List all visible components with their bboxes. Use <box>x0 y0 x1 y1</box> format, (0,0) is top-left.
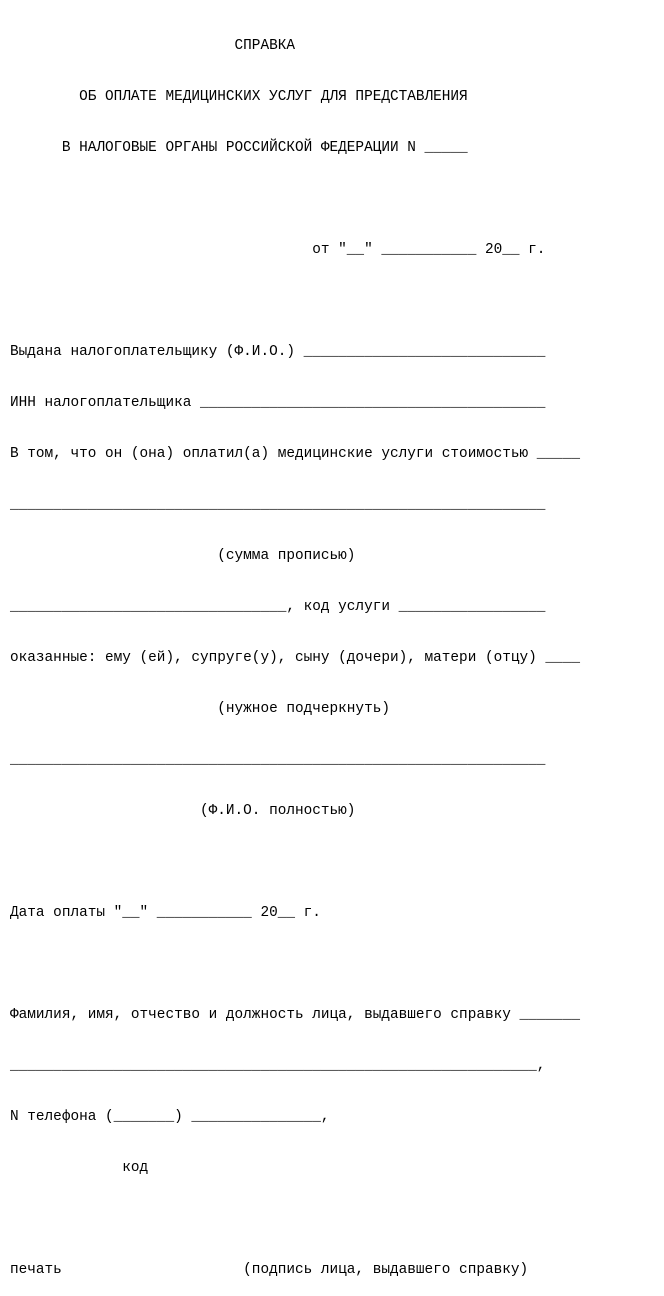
date-line: от "__" ___________ 20__ г. <box>10 242 546 258</box>
stamp-signature-line: печать (подпись лица, выдавшего справку) <box>10 1262 529 1278</box>
issuer-name-line: Фамилия, имя, отчество и должность лица, выдавшего справку _______ <box>10 1007 580 1023</box>
certificate-document <box>10 4 654 1296</box>
amount-blank-line: ______________________________________________________________ <box>10 497 546 513</box>
services-rendered-line: оказанные: ему (ей), супруге(у), сыну (дочери), матери (отцу) ____ <box>10 650 580 666</box>
underline-caption-line: (нужное подчеркнуть) <box>10 701 390 717</box>
services-cost-line: В том, что он (она) оплатил(а) медицинские услуги стоимостью _____ <box>10 446 580 462</box>
taxpayer-inn-line: ИНН налогоплательщика ________________________________________ <box>10 395 546 411</box>
full-name-caption-line: (Ф.И.О. полностью) <box>10 803 356 819</box>
blank-line <box>10 191 654 208</box>
phone-line: N телефона (_______) _______________, <box>10 1109 330 1125</box>
phone-code-caption-line: код <box>10 1160 149 1176</box>
blank-line <box>10 854 654 871</box>
title-line: СПРАВКА <box>10 38 295 54</box>
amount-caption-line: (сумма прописью) <box>10 548 356 564</box>
blank-line <box>10 956 654 973</box>
blank-line <box>10 293 654 310</box>
blank-line <box>10 1211 654 1228</box>
issuer-blank-line: _____________________________________________________________, <box>10 1058 546 1074</box>
subtitle-line-2: В НАЛОГОВЫЕ ОРГАНЫ РОССИЙСКОЙ ФЕДЕРАЦИИ N _____ <box>10 140 468 156</box>
service-code-line: ________________________________, код услуги _________________ <box>10 599 546 615</box>
payment-date-line: Дата оплаты "__" ___________ 20__ г. <box>10 905 321 921</box>
subtitle-line-1: ОБ ОПЛАТЕ МЕДИЦИНСКИХ УСЛУГ ДЛЯ ПРЕДСТАВЛЕНИЯ <box>10 89 468 105</box>
taxpayer-name-line: Выдана налогоплательщику (Ф.И.О.) ____________________________ <box>10 344 546 360</box>
full-name-blank-line: ______________________________________________________________ <box>10 752 546 768</box>
